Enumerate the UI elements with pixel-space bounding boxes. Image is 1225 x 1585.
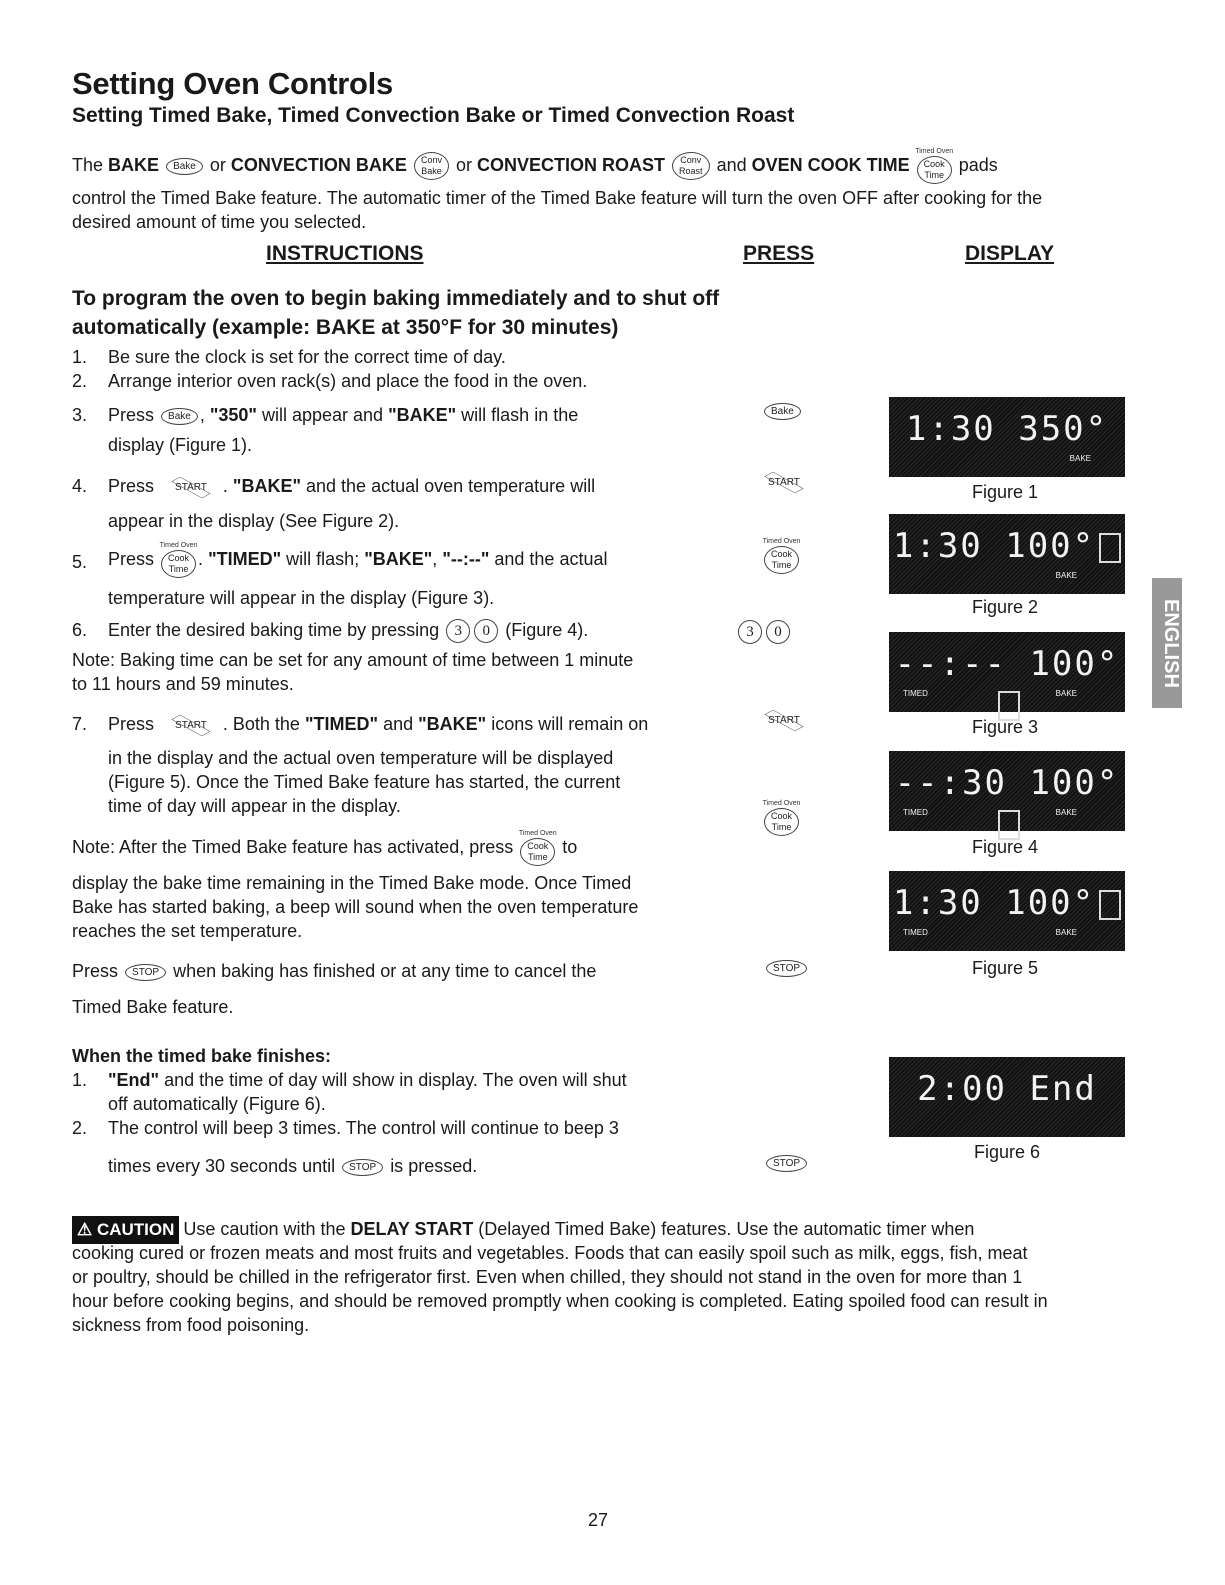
finish-2-text: The control will beep 3 times. The control will continue to beep 3 [108, 1118, 619, 1138]
lcd-readout [889, 526, 1125, 566]
section-heading-1: To program the oven to begin baking immediately and to shut off [72, 287, 720, 310]
text: (Delayed Timed Bake) features. Use the automatic timer when [478, 1219, 975, 1239]
text: "350" [209, 405, 257, 425]
page-title: Setting Oven Controls [72, 66, 393, 101]
press-cook-time-pad [762, 538, 801, 574]
text: Press [108, 476, 155, 496]
start-pad-icon: START [754, 474, 814, 491]
column-display: DISPLAY [965, 242, 1055, 265]
press-stop-pad-2 [764, 1155, 809, 1173]
text: "BAKE" [388, 405, 457, 425]
bake-pad-icon: Bake [166, 158, 203, 175]
figure-4-caption: Figure 4 [972, 837, 1039, 857]
lcd-readout [889, 763, 1125, 843]
pad-label: Roast [679, 166, 703, 176]
stop-instruction [72, 959, 672, 983]
caution-line-3: or poultry, should be chilled in the refrigerator first. Even when chilled, they should not stand in the oven for more than 1 [72, 1267, 1023, 1287]
digit-0-pad-icon: 0 [474, 619, 498, 643]
press-cook-time-pad-2 [762, 800, 801, 836]
language-side-tab: ENGLISH [1152, 578, 1182, 708]
lcd-label-timed: TIMED [903, 808, 928, 817]
press-start-pad [752, 474, 816, 492]
lcd-text: --:-- 100° [894, 644, 1120, 684]
text: will flash in the [461, 405, 579, 425]
step-3-number: 3. [72, 405, 88, 425]
text: and the actual [494, 548, 608, 569]
step-2-number: 2. [72, 371, 88, 391]
intro-line-3: desired amount of time you selected. [72, 212, 367, 232]
lcd-figure-3 [889, 632, 1125, 712]
pad-label: Cook [527, 841, 549, 851]
text: "BAKE" [418, 714, 487, 734]
cook-time-pad-icon [762, 800, 801, 836]
note-2-line-4: reaches the set temperature. [72, 921, 303, 941]
step-7-text-3: (Figure 5). Once the Timed Bake feature has started, the current [108, 772, 621, 792]
text: "BAKE" [232, 476, 301, 496]
pad-label: Cook [168, 553, 190, 563]
step-1-number: 1. [72, 347, 88, 367]
lcd-figure-4 [889, 751, 1125, 831]
step-4-number: 4. [72, 476, 88, 496]
column-press: PRESS [743, 242, 815, 265]
text: Press [108, 548, 155, 569]
intro-conv-bake: CONVECTION BAKE [230, 154, 407, 175]
text: . Both the [222, 714, 300, 734]
stop-pad-icon: STOP [766, 1155, 807, 1172]
press-bake-pad [762, 403, 803, 421]
pad-label: Conv [420, 155, 442, 165]
text: times every 30 seconds until [108, 1156, 336, 1176]
conv-roast-pad-icon [672, 152, 710, 180]
lcd-readout: 2:00 End [917, 1069, 1097, 1109]
lcd-figure-1 [889, 397, 1125, 477]
lcd-text: 1:30 100° [892, 526, 1096, 566]
lcd-text: 1:30 100° [892, 883, 1096, 923]
pad-label: Time [771, 822, 792, 832]
digit-0-pad-icon: 0 [766, 620, 790, 644]
door-lock-icon [998, 810, 1020, 840]
step-5-text [108, 542, 688, 578]
note-1-line-2: to 11 hours and 59 minutes. [72, 674, 294, 694]
step-6-text [108, 618, 688, 643]
text: when baking has finished or at any time to cancel the [173, 961, 597, 981]
text: , [432, 548, 438, 569]
stop-pad-icon: STOP [766, 960, 807, 977]
step-4-text-2: appear in the display (See Figure 2). [108, 511, 400, 531]
step-3-text [108, 403, 668, 427]
text: and the actual oven temperature will [306, 476, 596, 496]
lcd-figure-2 [889, 514, 1125, 594]
finish-1-text-2: off automatically (Figure 6). [108, 1094, 326, 1114]
text: will appear and [261, 405, 384, 425]
figure-2-caption: Figure 2 [972, 597, 1039, 617]
page-number: 27 [588, 1510, 609, 1530]
figure-1-caption: Figure 1 [972, 482, 1039, 502]
caution-line-5: sickness from food poisoning. [72, 1315, 310, 1335]
finish-1-text [108, 1068, 708, 1092]
pad-label: Time [527, 852, 548, 862]
intro-line-1 [72, 148, 1152, 184]
text: , [199, 405, 205, 425]
pad-caption: Timed Oven [915, 148, 954, 155]
note-2-line-2: display the bake time remaining in the Timed Bake mode. Once Timed [72, 873, 632, 893]
step-5-text-2: temperature will appear in the display (Figure 3). [108, 588, 495, 608]
figure-6-caption: Figure 6 [974, 1142, 1041, 1162]
figure-3-caption: Figure 3 [972, 717, 1039, 737]
step-5-number: 5. [72, 552, 88, 572]
finish-heading: When the timed bake finishes: [72, 1046, 332, 1066]
door-lock-icon [1099, 890, 1121, 920]
text: "TIMED" [208, 548, 282, 569]
text: is pressed. [390, 1156, 478, 1176]
lcd-label-bake: BAKE [1069, 454, 1091, 463]
caution-badge: ⚠ CAUTION [72, 1216, 179, 1244]
pad-label: Cook [923, 159, 945, 169]
intro-text: or [209, 154, 226, 175]
stop-pad-icon: STOP [342, 1159, 383, 1176]
door-lock-icon [998, 691, 1020, 721]
start-pad-icon: START [161, 479, 221, 496]
intro-conv-roast: CONVECTION ROAST [477, 154, 666, 175]
lcd-label-timed: TIMED [903, 689, 928, 698]
lcd-readout [889, 644, 1125, 724]
cook-time-pad-icon [518, 830, 557, 866]
text: (Figure 4). [505, 620, 589, 640]
pad-label: Conv [680, 155, 702, 165]
lcd-label-bake: BAKE [1055, 571, 1077, 580]
pad-label: Cook [771, 549, 793, 559]
bake-pad-icon: Bake [161, 408, 198, 425]
cook-time-pad-icon [159, 542, 198, 578]
caution-line-4: hour before cooking begins, and should be removed promptly when cooking is completed. Eating spoiled food can result in [72, 1291, 1048, 1311]
text: and the time of day will show in display. The oven will shut [164, 1070, 627, 1090]
step-7-number: 7. [72, 714, 88, 734]
conv-bake-pad-icon [414, 152, 449, 180]
text: DELAY START [350, 1219, 474, 1239]
lcd-label-bake: BAKE [1055, 689, 1077, 698]
cook-time-pad-icon [915, 148, 954, 184]
press-stop-pad [764, 960, 809, 978]
text: . [198, 548, 204, 569]
pad-label: Time [924, 170, 945, 180]
section-heading-2: automatically (example: BAKE at 350°F for 30 minutes) [72, 316, 619, 339]
pad-caption: Timed Oven [518, 830, 557, 837]
start-pad-icon: START [754, 712, 814, 729]
text: Press [108, 714, 155, 734]
pad-caption: Timed Oven [762, 538, 801, 545]
lcd-figure-6 [889, 1057, 1125, 1137]
intro-text: The [72, 154, 104, 175]
text: and [383, 714, 414, 734]
step-1-text: Be sure the clock is set for the correct time of day. [108, 347, 506, 367]
text: Note: After the Timed Bake feature has activated, press [72, 836, 514, 857]
pad-caption: Timed Oven [762, 800, 801, 807]
step-4-text [108, 474, 688, 498]
pad-label: Time [771, 560, 792, 570]
pad-label: Cook [771, 811, 793, 821]
note-2-line-1 [72, 830, 672, 866]
text: "End" [108, 1070, 160, 1090]
text: Enter the desired baking time by pressing [108, 620, 440, 640]
caution-line-1 [72, 1216, 1172, 1244]
press-start-pad-2 [752, 712, 816, 730]
text: to [562, 836, 578, 857]
lcd-readout: 1:30 350° [905, 409, 1109, 449]
bake-pad-icon: Bake [764, 403, 801, 420]
intro-line-2: control the Timed Bake feature. The automatic timer of the Timed Bake feature will turn the oven OFF after cooking for the [72, 188, 1043, 208]
text: "--:--" [442, 548, 490, 569]
column-instructions: INSTRUCTIONS [266, 242, 424, 265]
digit-3-pad-icon: 3 [446, 619, 470, 643]
pad-label: Bake [421, 166, 442, 176]
lcd-label-bake: BAKE [1055, 808, 1077, 817]
text: will flash; [286, 548, 360, 569]
step-3-text-2: display (Figure 1). [108, 435, 253, 455]
step-6-number: 6. [72, 620, 88, 640]
lcd-text: --:30 100° [894, 763, 1120, 803]
intro-oven-cook-time: OVEN COOK TIME [751, 154, 910, 175]
lcd-figure-5 [889, 871, 1125, 951]
press-digit-pads [736, 620, 792, 644]
step-7-text [108, 712, 698, 736]
door-lock-icon [1099, 533, 1121, 563]
step-7-text-2: in the display and the actual oven temperature will be displayed [108, 748, 614, 768]
pad-caption: Timed Oven [159, 542, 198, 549]
stop-instruction-2: Timed Bake feature. [72, 997, 234, 1017]
start-pad-icon: START [161, 717, 221, 734]
cook-time-pad-icon [762, 538, 801, 574]
text: "TIMED" [304, 714, 379, 734]
finish-2-number: 2. [72, 1118, 88, 1138]
lcd-label-bake: BAKE [1055, 928, 1077, 937]
finish-1-number: 1. [72, 1070, 88, 1090]
intro-text: and [716, 154, 747, 175]
intro-text: or [455, 154, 472, 175]
finish-2-text-2 [108, 1154, 668, 1178]
text: icons will remain on [491, 714, 649, 734]
figure-5-caption: Figure 5 [972, 958, 1039, 978]
step-2-text: Arrange interior oven rack(s) and place the food in the oven. [108, 371, 588, 391]
text: . [222, 476, 228, 496]
pad-label: Time [168, 564, 189, 574]
text: Press [72, 961, 119, 981]
text: "BAKE" [364, 548, 433, 569]
page-subtitle: Setting Timed Bake, Timed Convection Bake or Timed Convection Roast [72, 104, 795, 127]
stop-pad-icon: STOP [125, 964, 166, 981]
caution-line-2: cooking cured or frozen meats and most fruits and vegetables. Foods that can easily spoil such as milk, eggs, fish, meat [72, 1243, 1028, 1263]
step-7-text-4: time of day will appear in the display. [108, 796, 401, 816]
text: Press [108, 405, 155, 425]
text: Use caution with the [183, 1219, 346, 1239]
intro-text: pads [958, 154, 998, 175]
note-1-line-1: Note: Baking time can be set for any amount of time between 1 minute [72, 650, 634, 670]
note-2-line-3: Bake has started baking, a beep will sound when the oven temperature [72, 897, 639, 917]
lcd-readout [889, 883, 1125, 923]
intro-bake: BAKE [108, 154, 160, 175]
lcd-label-timed: TIMED [903, 928, 928, 937]
digit-3-pad-icon: 3 [738, 620, 762, 644]
